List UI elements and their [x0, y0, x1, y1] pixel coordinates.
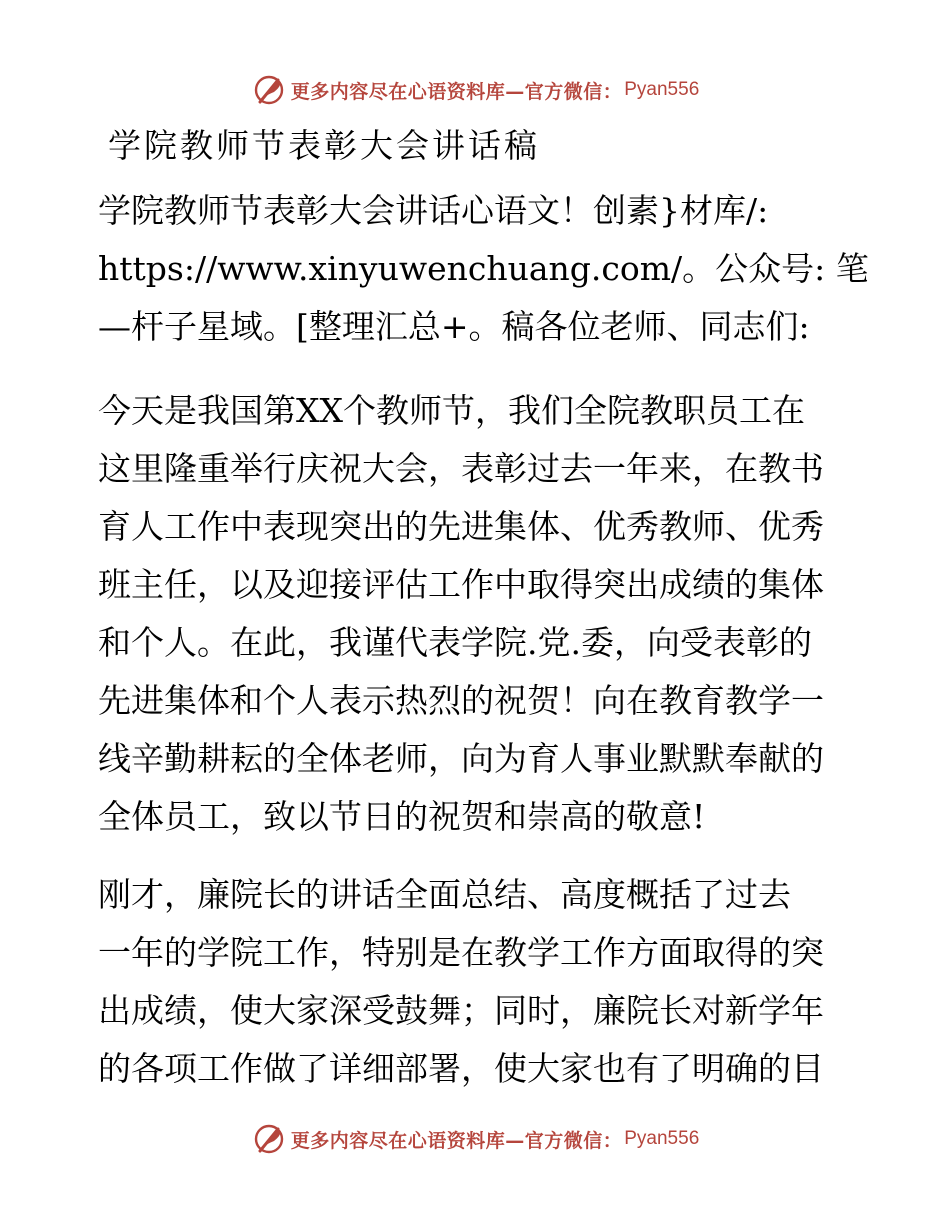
body-line: 一年的学院工作，特别是在教学工作方面取得的突 [98, 933, 824, 972]
body-line: 学院教师节表彰大会讲话心语文！创素}材库/: [98, 191, 769, 230]
document-title: 学院教师节表彰大会讲话稿 [108, 126, 540, 165]
feather-pen-circle-icon [251, 1121, 287, 1157]
banner-handle: Pyan556 [624, 79, 700, 100]
banner-text: 更多内容尽在心语资料库—官方微信： [290, 80, 623, 103]
feather-pen-circle-icon [251, 72, 287, 108]
body-line: 的各项工作做了详细部署，使大家也有了明确的目 [98, 1049, 824, 1088]
body-line: 班主任，以及迎接评估工作中取得突出成绩的集体 [98, 565, 824, 604]
body-line: 线辛勤耕耘的全体老师，向为育人事业默默奉献的 [98, 739, 824, 778]
body-line: 全体员工，致以节日的祝贺和崇高的敬意! [98, 797, 706, 836]
header-watermark-banner [0, 68, 950, 112]
body-line: —杆子星域。[整理汇总+。稿各位老师、同志们: [98, 307, 810, 346]
footer-watermark-banner [0, 1117, 950, 1161]
body-line: 这里隆重举行庆祝大会，表彰过去一年来，在教书 [98, 449, 824, 488]
body-line: 育人工作中表现突出的先进集体、优秀教师、优秀 [98, 507, 824, 546]
body-line: 今天是我国第XX个教师节，我们全院教职员工在 [98, 391, 805, 430]
body-line: 刚才，廉院长的讲话全面总结、高度概括了过去 [98, 875, 791, 914]
body-line: https://www.xinyuwenchuang.com/。公众号: 笔 [98, 249, 869, 288]
banner-handle: Pyan556 [624, 1128, 700, 1149]
banner-text: 更多内容尽在心语资料库—官方微信： [290, 1129, 623, 1152]
body-line: 和个人。在此，我谨代表学院.党.委，向受表彰的 [98, 623, 812, 662]
body-line: 先进集体和个人表示热烈的祝贺！向在教育教学一 [98, 681, 824, 720]
body-line: 出成绩，使大家深受鼓舞；同时，廉院长对新学年 [98, 991, 824, 1030]
